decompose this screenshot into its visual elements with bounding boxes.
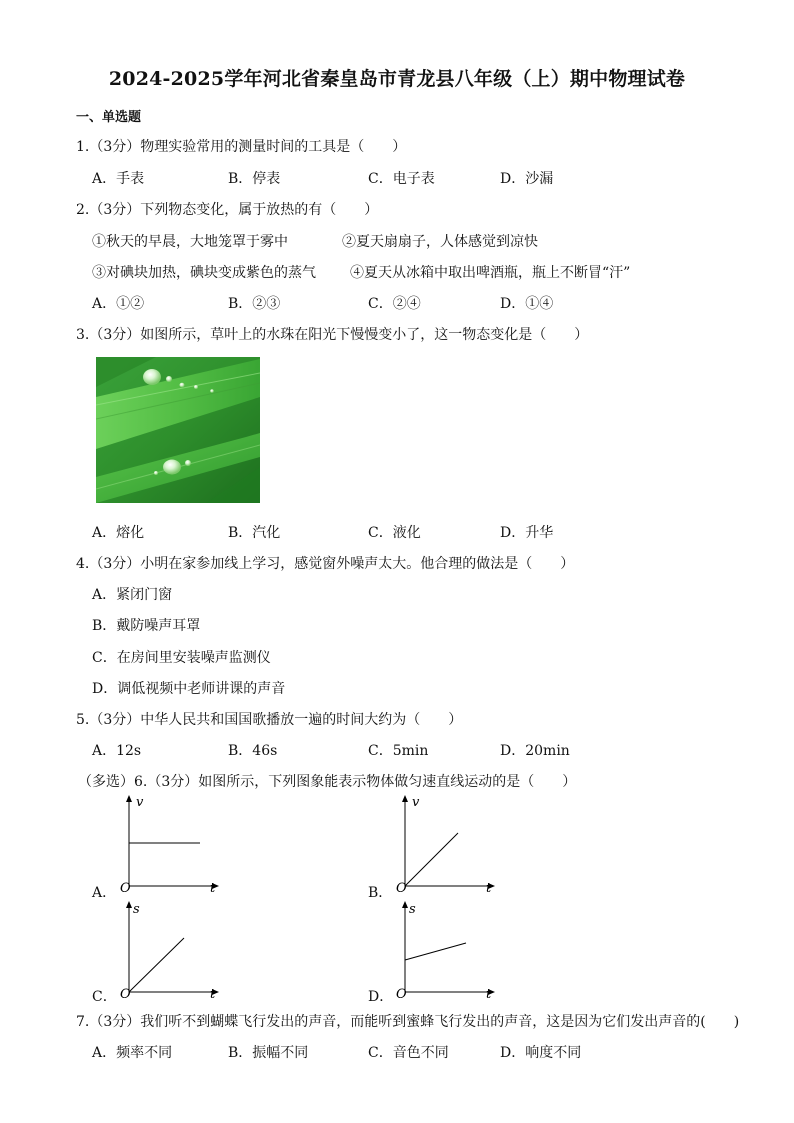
graph-a-y-label: v bbox=[136, 795, 144, 810]
question-7-stem: 7.（3分）我们听不到蝴蝶飞行发出的声音，而能听到蜜蜂飞行发出的声音，这是因为它们发出声音的( ) bbox=[76, 1014, 740, 1030]
question-5-option-a: A．12s bbox=[92, 743, 142, 759]
graph-a-v-t-constant bbox=[110, 792, 222, 896]
question-3-option-c: C．液化 bbox=[368, 525, 421, 541]
question-2-option-b: B．②③ bbox=[228, 296, 281, 312]
question-2-item-2: ②夏天扇扇子，人体感觉到凉快 bbox=[342, 234, 538, 250]
question-3-option-b: B．汽化 bbox=[228, 525, 281, 541]
question-2-item-1: ①秋天的早晨，大地笼罩于雾中 bbox=[92, 234, 288, 250]
question-7-option-d: D．响度不同 bbox=[500, 1045, 582, 1061]
question-1-option-c: C．电子表 bbox=[368, 171, 435, 187]
question-4-option-a: A．紧闭门窗 bbox=[92, 587, 173, 603]
graph-b-origin: O bbox=[396, 881, 407, 896]
graph-c-s-t-proportional bbox=[110, 898, 222, 1002]
question-4-option-c: C．在房间里安装噪声监测仪 bbox=[92, 650, 271, 666]
question-7-option-a: A．频率不同 bbox=[92, 1045, 173, 1061]
graph-c-x-label: t bbox=[210, 987, 216, 1002]
question-4-stem: 4.（3分）小明在家参加线上学习，感觉窗外噪声太大。他合理的做法是（ ） bbox=[76, 556, 575, 572]
question-6-option-c: C． bbox=[92, 989, 117, 1005]
question-1-stem: 1.（3分）物理实验常用的测量时间的工具是（ ） bbox=[76, 139, 407, 155]
question-1-option-b: B．停表 bbox=[228, 171, 281, 187]
question-5-option-c: C．5min bbox=[368, 743, 429, 759]
question-4-option-b: B．戴防噪声耳罩 bbox=[92, 618, 201, 634]
graph-b-v-t-increasing bbox=[386, 792, 498, 896]
graph-d-y-label: s bbox=[409, 902, 416, 917]
question-6-option-a: A． bbox=[92, 885, 117, 901]
question-3-stem: 3.（3分）如图所示，草叶上的水珠在阳光下慢慢变小了，这一物态变化是（ ） bbox=[76, 327, 589, 343]
question-2-option-d: D．①④ bbox=[500, 296, 554, 312]
question-7-option-b: B．振幅不同 bbox=[228, 1045, 309, 1061]
graph-b-y-label: v bbox=[412, 795, 420, 810]
graph-c-origin: O bbox=[120, 987, 131, 1002]
question-2-option-a: A．①② bbox=[92, 296, 145, 312]
graph-a-origin: O bbox=[120, 881, 131, 896]
question-1-option-d: D．沙漏 bbox=[500, 171, 554, 187]
question-6-option-d: D． bbox=[368, 989, 394, 1005]
graph-a-x-label: t bbox=[210, 881, 216, 896]
dew-on-grass-photo bbox=[96, 357, 260, 503]
question-7-option-c: C．音色不同 bbox=[368, 1045, 449, 1061]
question-6-stem: （多选）6.（3分）如图所示，下列图象能表示物体做匀速直线运动的是（ ） bbox=[78, 774, 577, 790]
graph-b-x-label: t bbox=[486, 881, 492, 896]
question-2-item-3: ③对碘块加热，碘块变成紫色的蒸气 bbox=[92, 265, 316, 281]
graph-d-origin: O bbox=[396, 987, 407, 1002]
question-2-item-4: ④夏天从冰箱中取出啤酒瓶，瓶上不断冒“汗” bbox=[350, 265, 631, 281]
question-4-option-d: D．调低视频中老师讲课的声音 bbox=[92, 681, 286, 697]
question-2-option-c: C．②④ bbox=[368, 296, 421, 312]
question-5-option-b: B．46s bbox=[228, 743, 278, 759]
question-5-stem: 5.（3分）中华人民共和国国歌播放一遍的时间大约为（ ） bbox=[76, 712, 463, 728]
question-3-option-a: A．熔化 bbox=[92, 525, 145, 541]
question-2-stem: 2.（3分）下列物态变化，属于放热的有（ ） bbox=[76, 202, 379, 218]
question-6-option-b: B． bbox=[368, 885, 393, 901]
question-1-option-a: A．手表 bbox=[92, 171, 145, 187]
section-heading: 一、单选题 bbox=[76, 110, 142, 125]
graph-c-y-label: s bbox=[133, 902, 140, 917]
question-5-option-d: D．20min bbox=[500, 743, 570, 759]
question-3-option-d: D．升华 bbox=[500, 525, 554, 541]
graph-d-s-t-offset bbox=[386, 898, 498, 1002]
graph-d-x-label: t bbox=[486, 987, 492, 1002]
exam-title: 2024-2025学年河北省秦皇岛市青龙县八年级（上）期中物理试卷 bbox=[108, 68, 686, 90]
